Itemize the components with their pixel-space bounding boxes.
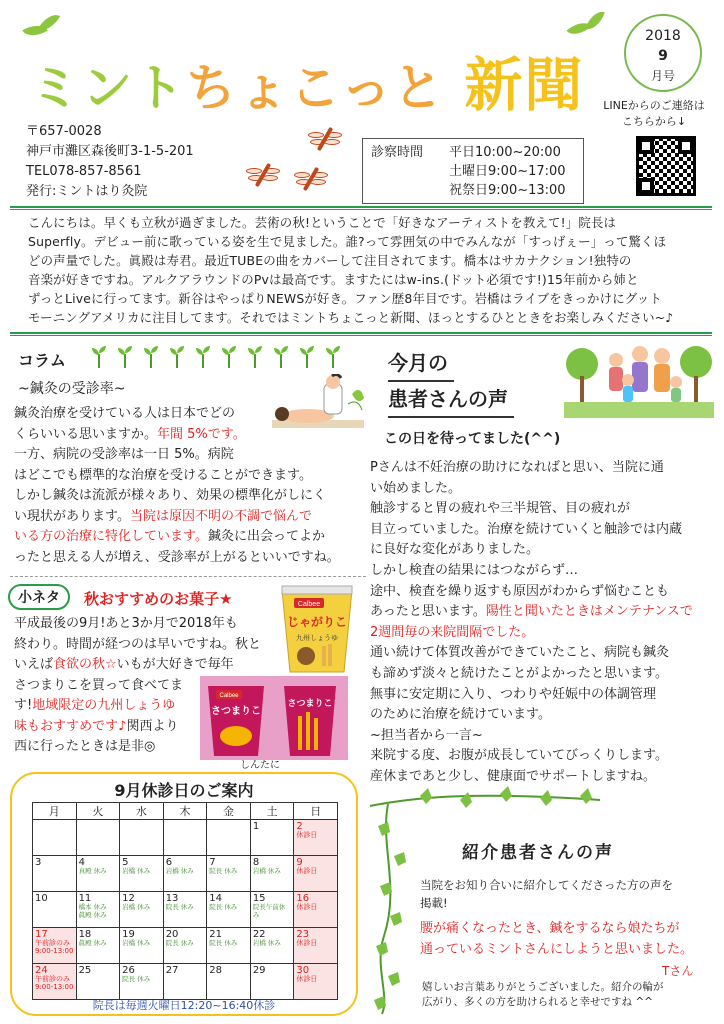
- column-highlight: 当院は原因不明の不調で悩んで: [129, 508, 312, 524]
- calendar-day-number: 22: [252, 929, 266, 940]
- weekday-header: 月: [33, 803, 77, 820]
- referral-voice-heading: 紹介患者さんの声: [462, 843, 614, 863]
- column-text: 鍼灸に出会ってよか: [207, 529, 325, 544]
- calendar-title: 9月休診日のご案内: [114, 781, 254, 800]
- calendar-day-number: 24: [35, 965, 48, 976]
- calendar-day-cell: [207, 964, 251, 1000]
- intro-line: Superfly。デビュー前に歌っている姿を生で見ました。誰?って雰囲気の中でみんなが「すっげぇー」って驚くほ: [28, 234, 667, 249]
- voice-line: も諦めず淡々と続けたことがよかったと思います。: [370, 665, 668, 681]
- calendar-day-number: 26: [122, 965, 135, 976]
- line-contact-note: [590, 98, 718, 130]
- referral-voice-intro: [420, 876, 700, 912]
- calendar-day-number: 1: [252, 821, 260, 832]
- calendar-day-cell: [294, 964, 338, 1000]
- sprout-icon: [196, 346, 210, 368]
- calendar-day-number: 30: [296, 965, 310, 976]
- calendar-day-note: 岩橋 休み: [122, 867, 151, 875]
- calendar-day-number: 8: [252, 857, 260, 868]
- hours-time: 9:00~17:00: [488, 164, 566, 179]
- intro-line: どの声量でした。眞殿は寿君。最近TUBEの曲をカバーして注目されてます。橋本はサカナクション!独特の: [28, 253, 632, 268]
- calendar-day-note: 眞殿 休み: [78, 939, 107, 947]
- holiday-calendar: [32, 802, 338, 1000]
- calendar-day-number: 16: [296, 893, 310, 904]
- calendar-day-number: 20: [165, 929, 179, 940]
- calendar-day-note: 院長 休み: [122, 975, 151, 983]
- intro-line: モーニングアメリカに注目してます。それではミントちょこっと新聞、ほっとするひとときをお楽しみください~♪: [28, 310, 674, 325]
- section-divider: [10, 332, 712, 336]
- calendar-day-number: 29: [252, 965, 266, 976]
- calendar-day-cell: [33, 928, 77, 964]
- calendar-day-cell: [163, 892, 207, 928]
- calendar-week: [33, 892, 338, 928]
- calendar-day-cell: [76, 820, 120, 856]
- family-illustration: [564, 338, 714, 418]
- sprout-icon: [222, 346, 236, 368]
- calendar-day-note: 岩橋 休み: [122, 903, 151, 911]
- calendar-day-number: 7: [209, 857, 216, 868]
- column-subtitle: ~鍼灸の受診率~: [18, 381, 126, 397]
- calendar-day-note: 休診日: [296, 975, 318, 983]
- calendar-day-cell: [207, 928, 251, 964]
- calendar-week: [33, 928, 338, 964]
- referral-quote-line: 腰が痛くなったとき、鍼をするなら娘たちが: [420, 921, 680, 936]
- calendar-day-number: 28: [209, 965, 222, 976]
- hours-day: 土曜日: [449, 164, 489, 179]
- hours-label: 診察時間: [371, 145, 424, 160]
- calendar-day-note: 9:00-13:00: [35, 982, 74, 991]
- voice-line: 無事に安定期に入り、つわりや妊娠中の体調管理: [370, 686, 657, 702]
- calendar-day-cell: [294, 820, 338, 856]
- snack-title: 秋おすすめのお菓子★: [84, 590, 233, 608]
- calendar-day-cell: [163, 820, 207, 856]
- calendar-day-number: 18: [78, 929, 92, 940]
- section-divider: [10, 206, 712, 210]
- referral-quote: [420, 918, 706, 960]
- dragonfly-icon: [306, 124, 344, 152]
- calendar-day-cell: [33, 820, 77, 856]
- sprout-icon: [170, 346, 184, 368]
- calendar-day-note: 橋本 休み: [78, 903, 107, 911]
- voice-line: 来院する度、お腹が成長していてびっくりします。: [370, 748, 668, 764]
- issue-year: 2018: [645, 28, 681, 44]
- column-highlight: いる方の治療に特化しています。: [14, 529, 208, 544]
- voice-line: に良好な変化がありました。: [370, 542, 540, 558]
- patient-voice-body: [370, 458, 710, 788]
- column-text: い現状があります。: [14, 508, 130, 524]
- voice-line: 通い続けて体質改善ができていたこと、病院も鍼灸: [370, 645, 670, 661]
- calendar-day-number: 9: [296, 857, 303, 868]
- voice-line: 産休まであと少し、健康面でサポートしますね。: [370, 768, 657, 784]
- calendar-day-cell: [294, 928, 338, 964]
- voice-line: 目立っていました。治療を続けていくと触診では内蔵: [370, 521, 683, 537]
- voice-line: しかし検査の結果にはつながらず…: [370, 562, 579, 578]
- calendar-day-cell: [250, 964, 294, 1000]
- title-part-shinbun: 新聞: [464, 51, 585, 119]
- calendar-day-number: 17: [35, 929, 48, 940]
- hours-time: 10:00~20:00: [475, 145, 561, 160]
- calendar-day-note: 院長午前休み: [252, 903, 286, 919]
- clinic-address: [26, 122, 194, 202]
- calendar-day-cell: [294, 892, 338, 928]
- column-line: [14, 527, 366, 548]
- calendar-day-cell: [76, 964, 120, 1000]
- issue-suffix: 月号: [650, 69, 675, 83]
- snack-text: いもが大好きで毎年: [116, 657, 234, 672]
- calendar-day-note: 岩橋 休み: [252, 867, 281, 875]
- calendar-day-cell: [120, 964, 164, 1000]
- calendar-day-cell: [250, 892, 294, 928]
- column-line: [14, 425, 366, 446]
- calendar-week: [33, 856, 338, 892]
- calendar-day-cell: [163, 964, 207, 1000]
- hours-day: 祝祭日: [449, 183, 489, 198]
- sprout-icon: [274, 346, 288, 368]
- calendar-day-note: 真殿 休み: [78, 867, 107, 875]
- patient-voice-title-2: 患者さんの声: [388, 382, 514, 418]
- cup2-name-back: さつまりこ: [287, 699, 333, 709]
- dragonfly-icon: [292, 164, 330, 192]
- postal-code: 〒657-0028: [26, 124, 102, 139]
- voice-line: 触診すると胃の疲れや三半規管、目の疲れが: [370, 501, 631, 517]
- calendar-day-note: 午前診のみ: [35, 975, 70, 983]
- calendar-day-number: 3: [35, 857, 42, 868]
- line-qr-code[interactable]: [636, 136, 696, 196]
- calendar-day-cell: [207, 892, 251, 928]
- calendar-day-number: 11: [78, 893, 92, 904]
- calendar-day-note: 院長 休み: [165, 903, 194, 911]
- calendar-day-cell: [76, 928, 120, 964]
- calendar-day-note: 休診日: [296, 867, 318, 875]
- snack-line: [14, 655, 296, 676]
- calendar-week: [33, 964, 338, 1000]
- calendar-day-note: 休診日: [296, 903, 318, 911]
- calendar-day-cell: [207, 820, 251, 856]
- street-address: 神戸市灘区森後町3-1-5-201: [26, 144, 194, 159]
- column-line: 一方、病院の受診率は一日 5%。病院: [14, 447, 234, 462]
- snack-highlight: 地域限定の九州しょうゆ: [32, 698, 176, 713]
- sprout-icon: [118, 346, 132, 368]
- voice-line: ~担当者から一言~: [370, 727, 483, 743]
- calendar-day-number: 4: [78, 857, 85, 868]
- weekday-header: 木: [163, 803, 207, 820]
- snack-line: 終わり。時間が経つのは早いですね。秋と: [14, 636, 262, 652]
- voice-line: 途中、検査を繰り返すも原因がわからず悩むことも: [370, 583, 670, 599]
- patient-voice-title-1: 今月の: [388, 346, 454, 382]
- calendar-day-cell: [120, 928, 164, 964]
- issue-date-badge: [624, 14, 702, 92]
- calendar-day-number: 2: [296, 821, 303, 832]
- issue-month: 9: [658, 48, 668, 64]
- calendar-day-cell: [250, 856, 294, 892]
- calendar-day-note: 眞殿 休み: [78, 910, 107, 919]
- column-text: くらいいる思いますか。: [14, 426, 158, 442]
- referral-quote-line: 通っているミントさんにしようと思いました。: [420, 942, 694, 957]
- cup2-brand: Calbee: [219, 693, 239, 699]
- referral-signature: Tさん: [662, 964, 694, 978]
- leaf-icon: [585, 8, 605, 33]
- dragonfly-icon: [244, 160, 282, 188]
- calendar-day-number: 21: [209, 929, 222, 940]
- calendar-day-note: 岩橋 休み: [165, 867, 194, 875]
- voice-line: [370, 602, 710, 623]
- calendar-day-cell: [33, 964, 77, 1000]
- calendar-day-note: 岩橋 休み: [122, 939, 151, 947]
- sprout-icon: [92, 346, 106, 368]
- referral-intro-line: 掲載!: [420, 896, 448, 910]
- sprout-icon: [144, 346, 158, 368]
- column-line: [14, 507, 366, 528]
- calendar-day-cell: [120, 892, 164, 928]
- publisher: 発行:ミントはり灸院: [26, 184, 148, 199]
- calendar-day-number: 23: [296, 929, 310, 940]
- calendar-day-number: 15: [252, 893, 266, 904]
- weekday-header: 水: [120, 803, 164, 820]
- patient-voice-subtitle: この日を待ってました(^^): [384, 431, 561, 447]
- calendar-day-number: 13: [165, 893, 179, 904]
- column-highlight: 年間 5%です。: [157, 426, 246, 442]
- calendar-footer-note: 院長は毎週火曜日12:20~16:40休診: [92, 999, 276, 1012]
- calendar-day-number: 27: [165, 965, 179, 976]
- greeting-intro: [28, 213, 698, 327]
- dashed-divider: [10, 576, 366, 577]
- referral-reply-line: 広がり、多くの方を助けられると幸せですね ^^: [422, 996, 653, 1008]
- calendar-day-cell: [120, 820, 164, 856]
- title-part-mint: ミント: [30, 59, 186, 117]
- phone-number: TEL078-857-8561: [26, 164, 142, 179]
- intro-line: こんにちは。早くも立秋が過ぎました。芸術の秋!ということで「好きなアーティストを教えて!」院長は: [28, 215, 617, 230]
- calendar-day-note: 院長 休み: [209, 939, 238, 947]
- calendar-day-number: 10: [35, 893, 48, 904]
- calendar-day-cell: [33, 856, 77, 892]
- snack-text: す!: [14, 698, 33, 713]
- calendar-day-note: 岩橋 休み: [252, 939, 281, 947]
- sprout-icon: [326, 346, 340, 368]
- snack-text: いえば: [14, 657, 54, 672]
- intro-line: ずっとLiveに行ってます。新谷はやっぱりNEWSが好き。ファン歴8年目です。岩橋はライブをきっかけにグット: [28, 291, 662, 306]
- calendar-day-number: 25: [78, 965, 92, 976]
- snack-line: 平成最後の9月!あと3か月で2018年も: [14, 616, 238, 631]
- weekday-header: 金: [207, 803, 251, 820]
- line-note-1: LINEからのご連絡は: [603, 99, 705, 112]
- calendar-day-note: 午前診のみ: [35, 939, 70, 947]
- calendar-day-cell: [163, 928, 207, 964]
- calendar-day-cell: [250, 928, 294, 964]
- satsumariko-cup-image: [200, 676, 348, 760]
- snack-text: 関西より: [126, 718, 179, 734]
- weekday-header: 土: [250, 803, 294, 820]
- calendar-day-number: 19: [122, 929, 135, 940]
- calendar-day-cell: [120, 856, 164, 892]
- cup1-brand: Calbee: [297, 601, 321, 608]
- calendar-day-cell: [76, 856, 120, 892]
- calendar-day-number: 5: [122, 857, 129, 868]
- voice-line: Pさんは不妊治療の助けになればと思い、当院に通: [370, 460, 664, 475]
- consultation-hours: [362, 138, 584, 204]
- calendar-day-note: 院長 休み: [209, 903, 238, 911]
- column-line: しかし鍼灸は流派が様々あり、効果の標準化がしにく: [14, 488, 327, 503]
- calendar-day-note: 休診日: [296, 939, 318, 947]
- snack-line: 西に行ったときは是非◎: [14, 739, 156, 754]
- calendar-day-cell: [76, 892, 120, 928]
- hours-time: 9:00~13:00: [488, 183, 566, 198]
- voice-line: い始めました。: [370, 480, 462, 496]
- calendar-day-note: 院長 休み: [209, 867, 238, 875]
- newsletter-title: [30, 38, 584, 122]
- calendar-body: [33, 820, 338, 1000]
- calendar-week: [33, 820, 338, 856]
- snack-signature: しんたに: [240, 760, 280, 771]
- column-line: 鍼灸治療を受けている人は日本でどの: [14, 406, 236, 421]
- calendar-day-number: 12: [122, 893, 135, 904]
- sprout-icon: [300, 346, 314, 368]
- calendar-day-note: 院長 休み: [165, 939, 194, 947]
- voice-text: あったと思います。: [370, 604, 486, 620]
- voice-highlight: 陽性と聞いたときはメンテナンスで: [485, 604, 693, 620]
- calendar-day-cell: [207, 856, 251, 892]
- calendar-day-note: 休診日: [296, 831, 318, 839]
- calendar-day-note: 9:00-13:00: [35, 946, 74, 955]
- line-note-2: こちらから↓: [621, 115, 687, 128]
- cup2-name: さつまりこ: [211, 706, 261, 717]
- referral-intro-line: 当院をお知り合いに紹介してくださった方の声を: [420, 878, 673, 892]
- column-line: ったと思える人が増え、受診率が上がるといいですね。: [14, 549, 340, 565]
- snack-highlight: 味もおすすめです♪: [14, 718, 127, 734]
- patient-voice-heading: [388, 346, 514, 418]
- voice-line: のために治療を続けています。: [370, 707, 551, 723]
- sprout-icon: [248, 346, 262, 368]
- weekday-header: 火: [76, 803, 120, 820]
- voice-line: 2週間毎の来院間隔でした。: [370, 624, 535, 640]
- weekday-header: 日: [294, 803, 338, 820]
- referral-reply-line: 嬉しいお言葉ありがとうございました。紹介の輪が: [422, 981, 664, 993]
- title-part-chokotto: ちょこっと: [186, 59, 445, 117]
- intro-line: 音楽が好きですね。アルクアラウンドのPvは最高です。ますたにはw-ins.(ドット必須です!)15年前から姉と: [28, 272, 639, 287]
- cup1-flavor: 九州しょうゆ: [296, 634, 338, 642]
- calendar-day-cell: [33, 892, 77, 928]
- calendar-day-cell: [163, 856, 207, 892]
- hours-day: 平日: [449, 145, 476, 160]
- jagariko-cup-image: [276, 582, 358, 676]
- koneta-badge: 小ネタ: [8, 584, 70, 610]
- column-body: [14, 404, 366, 568]
- calendar-day-number: 14: [209, 893, 222, 904]
- calendar-day-cell: [250, 820, 294, 856]
- cup1-name: じゃがりこ: [286, 615, 348, 629]
- snack-line: さつまりこを買って食べてま: [14, 677, 184, 693]
- calendar-day-cell: [294, 856, 338, 892]
- column-line: はどこでも標準的な治療を受けることができます。: [14, 467, 312, 483]
- calendar-day-number: 6: [165, 857, 173, 868]
- column-heading: コラム: [18, 351, 66, 370]
- snack-highlight: 食欲の秋☆: [53, 657, 117, 672]
- referral-reply: [422, 980, 710, 1010]
